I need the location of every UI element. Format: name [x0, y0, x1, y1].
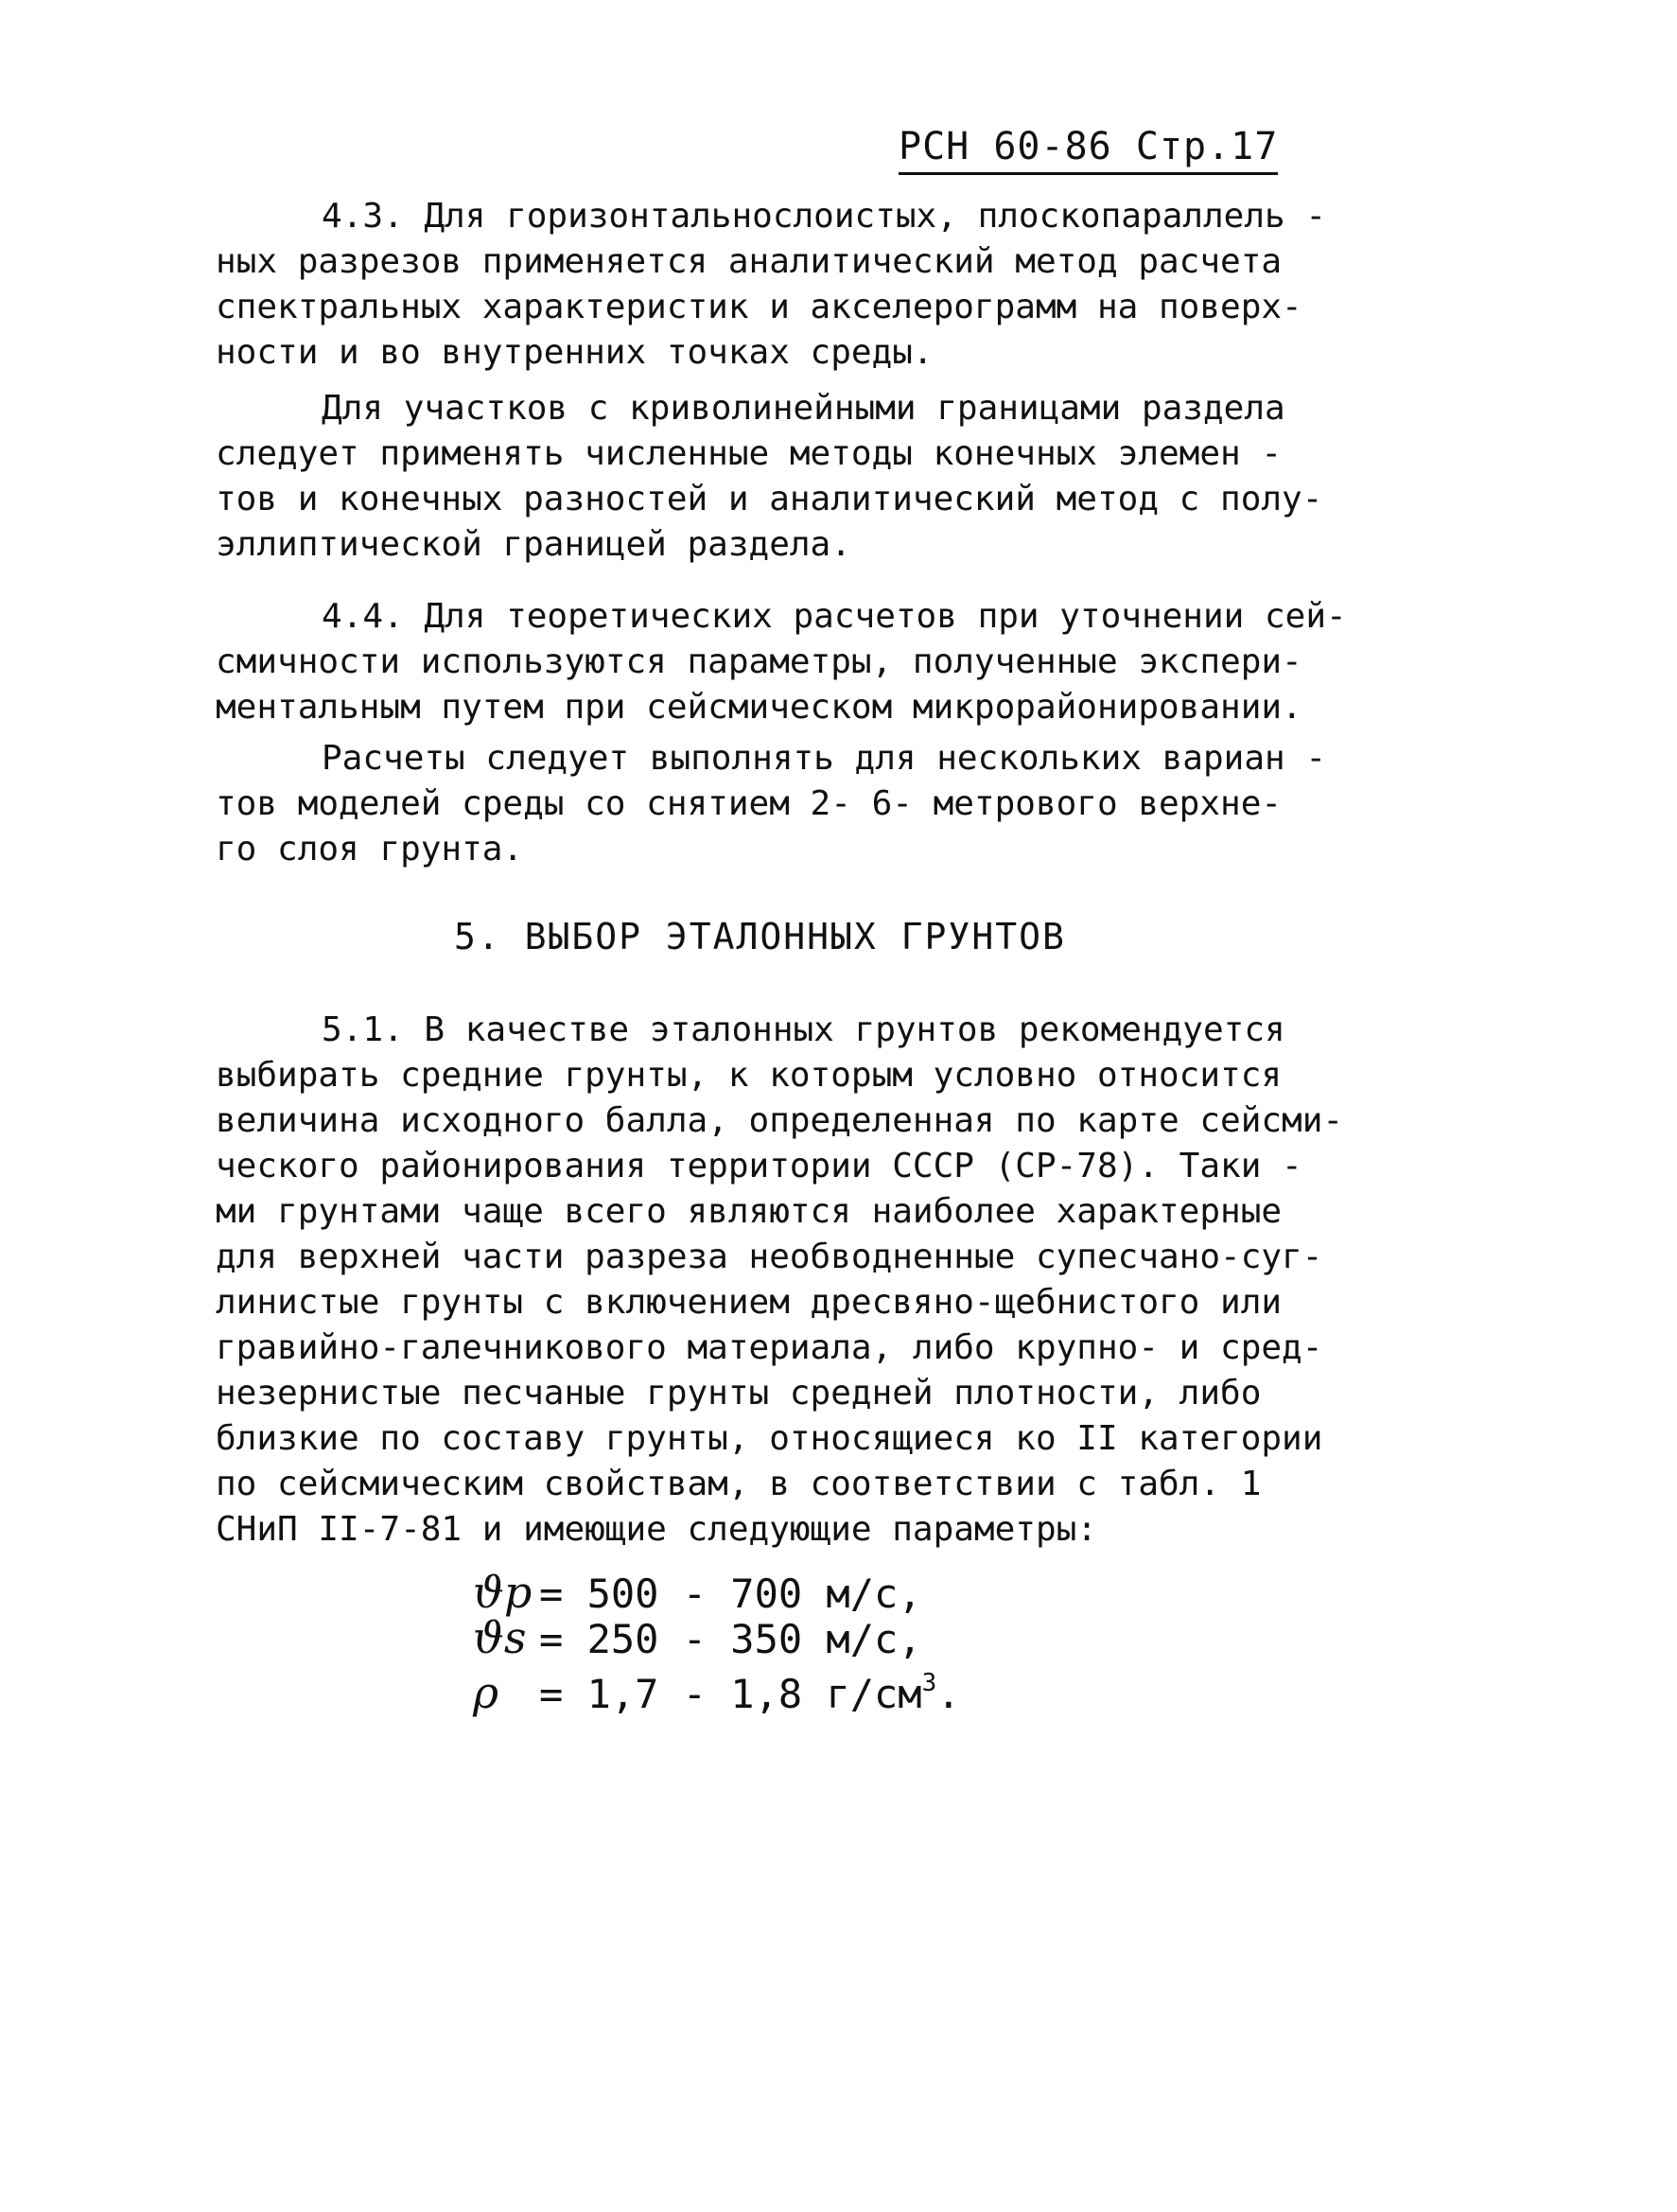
section-44-line-3: ментальным путем при сейсмическом микрорайонировании. [216, 688, 1302, 727]
formula-vp-symbol: ϑp [473, 1567, 533, 1618]
section-43-para2-line-3: тов и конечных разностей и аналитический метод с полу- [216, 480, 1323, 518]
formula-rho-exponent: 3 [921, 1669, 937, 1697]
section-44-line-1: 4.4. Для теоретических расчетов при уточнении сей- [322, 597, 1347, 636]
section-51-line-8: гравийно-галечникового материала, либо крупно- и сред- [216, 1328, 1323, 1367]
formula-vp [473, 1567, 922, 1618]
section-44-para2-line-1: Расчеты следует выполнять для нескольких вариан - [322, 739, 1327, 778]
section-43-line-4: ности и во внутренних точках среды. [216, 333, 934, 372]
section-51-line-3: величина исходного балла, определенная по карте сейсми- [216, 1101, 1344, 1140]
section-51-line-2: выбирать средние грунты, к которым условно относится [216, 1056, 1283, 1095]
formula-rho-tail: . [936, 1671, 961, 1717]
formula-vs-symbol: ϑs [473, 1612, 527, 1663]
section-51-line-5: ми грунтами чаще всего являются наиболее характерные [216, 1192, 1283, 1231]
section-51-line-6: для верхней части разреза необводненные супесчано-суг- [216, 1238, 1323, 1276]
section-44-line-2: смичности используются параметры, полученные экспери- [216, 642, 1302, 681]
section-51-line-9: незернистые песчаные грунты средней плотности, либо [216, 1374, 1262, 1413]
section-51-line-1: 5.1. В качестве эталонных грунтов рекомендуется [322, 1010, 1285, 1049]
page-header: РСН 60-86 Стр.17 [899, 125, 1278, 175]
section-43-line-1: 4.3. Для горизонтальнослоистых, плоскопараллель - [322, 197, 1327, 236]
section-43-para2-line-1: Для участков с криволинейными границами раздела [322, 389, 1285, 428]
formula-vs-text: = 250 - 350 м/с, [539, 1616, 922, 1662]
section-51-line-12: СНиП II-7-81 и имеющие следующие параметры: [216, 1510, 1097, 1549]
section-43-para2-line-4: эллиптической границей раздела. [216, 525, 851, 564]
section-51-line-4: ческого районирования территории СССР (СР-78). Таки - [216, 1147, 1302, 1185]
formula-rho-symbol: ρ [473, 1667, 499, 1718]
section-43-para2-line-2: следует применять численные методы конечных элемен - [216, 434, 1283, 473]
formula-rho [473, 1661, 961, 1716]
section-44-para2-line-3: го слоя грунта. [216, 830, 524, 869]
section-43-line-3: спектральных характеристик и акселерограмм на поверх- [216, 288, 1302, 326]
section-44-para2-line-2: тов моделей среды со снятием 2- 6- метрового верхне- [216, 784, 1283, 823]
formula-rho-text: = 1,7 - 1,8 г/см [539, 1671, 922, 1717]
section-51-line-7: линистые грунты с включением дресвяно-щебнистого или [216, 1283, 1283, 1322]
section-43-line-2: ных разрезов применяется аналитический метод расчета [216, 242, 1283, 281]
section-51-line-10: близкие по составу грунты, относящиеся ко II категории [216, 1419, 1323, 1458]
formula-vp-text: = 500 - 700 м/с, [539, 1571, 922, 1617]
formula-vs [473, 1612, 922, 1663]
section-5-heading: 5. ВЫБОР ЭТАЛОННЫХ ГРУНТОВ [454, 916, 1066, 957]
section-51-line-11: по сейсмическим свойствам, в соответствии с табл. 1 [216, 1465, 1262, 1503]
